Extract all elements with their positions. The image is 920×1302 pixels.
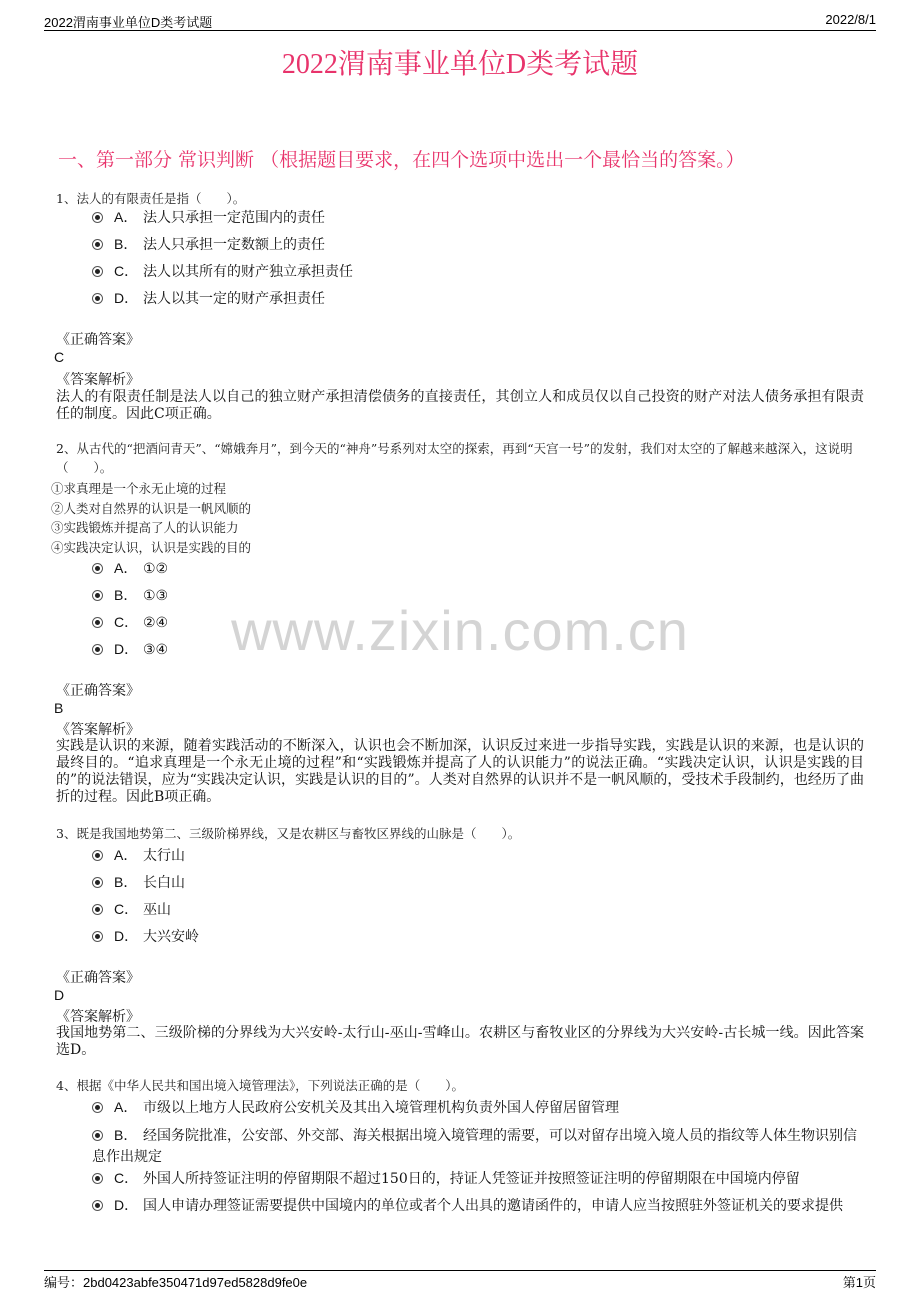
option-letter: B．: [114, 874, 138, 890]
correct-answer-value: C: [54, 349, 65, 365]
document-title: 2022渭南事业单位D类考试题: [281, 49, 639, 80]
answer-option[interactable]: [92, 899, 864, 921]
correct-answer-value: D: [54, 987, 65, 1003]
radio-button-icon[interactable]: [92, 1173, 103, 1184]
option-text: 长白山: [143, 875, 185, 891]
footer-page-number: 第1页: [842, 1275, 876, 1290]
option-letter: B．: [114, 236, 138, 252]
answer-option[interactable]: [92, 1125, 864, 1168]
option-letter: A．: [114, 1099, 138, 1115]
radio-button-icon[interactable]: [92, 1130, 103, 1141]
radio-button-icon[interactable]: [92, 563, 103, 574]
option-letter: D．: [114, 928, 139, 944]
option-text: ②④: [143, 615, 169, 631]
correct-answer-value: B: [54, 700, 64, 716]
question-stem: 3、既是我国地势第二、三级阶梯界线，又是农耕区与畜牧区界线的山脉是（ ）。: [56, 826, 521, 841]
radio-button-icon[interactable]: [92, 1102, 103, 1113]
option-letter: C．: [114, 614, 139, 630]
option-letter: A．: [114, 209, 138, 225]
answer-option[interactable]: [92, 261, 864, 283]
watermark: www.zixin.com.cn: [231, 599, 689, 662]
analysis-label: 《答案解析》: [56, 722, 140, 738]
analysis-text: 实践是认识的来源，随着实践活动的不断深入，认识也会不断加深，认识反过来进一步指导实践，实践是认识的来源，也是认识的最终目的。“追求真理是一个永无止境的过程”和“实践锻炼并提高了人的认识能力”的说法正确。“实践决定认识，认识是实践的目的”的说法错误，应为“实践决定认识，实践是认识的目的”。人类对自然界的认识并不是一帆风顺的，受技术手段制约，也经历了曲折的过程。因此B项正确。: [56, 738, 864, 805]
answer-option[interactable]: [92, 872, 864, 894]
option-text: 经国务院批准，公安部、外交部、海关根据出境入境管理的需要，可以对留存出境入境人员的指纹等人体生物识别信息作出规定: [92, 1128, 857, 1165]
radio-button-icon[interactable]: [92, 1200, 103, 1211]
analysis-text: 法人的有限责任制是法人以自己的独立财产承担清偿债务的直接责任，其创立人和成员仅以自己投资的财产对法人债务承担有限责任的制度。因此C项正确。: [56, 389, 864, 422]
radio-button-icon[interactable]: [92, 877, 103, 888]
answer-option[interactable]: [92, 234, 864, 256]
footer-divider: [44, 1270, 876, 1271]
question-statement: ③实践锻炼并提高了人的认识能力: [51, 520, 239, 535]
correct-answer-label: 《正确答案》: [56, 970, 140, 986]
answer-option[interactable]: [92, 639, 864, 661]
option-letter: C．: [114, 1170, 139, 1186]
page-header: [44, 12, 876, 31]
option-letter: A．: [114, 847, 138, 863]
header-doc-name: 2022渭南事业单位D类考试题: [44, 15, 213, 30]
option-letter: A．: [114, 560, 138, 576]
question-stem: 4、根据《中华人民共和国出境入境管理法》，下列说法正确的是（ ）。: [56, 1078, 464, 1093]
option-letter: B．: [114, 587, 138, 603]
option-text: 市级以上地方人民政府公安机关及其出入境管理机构负责外国人停留居留管理: [143, 1100, 619, 1116]
correct-answer-label: 《正确答案》: [56, 683, 140, 699]
option-text: ③④: [143, 642, 169, 658]
option-text: ①③: [143, 588, 169, 604]
answer-option[interactable]: [92, 612, 864, 634]
option-text: 法人只承担一定数额上的责任: [143, 237, 325, 253]
question-stem: 1、法人的有限责任是指（ ）。: [56, 191, 246, 206]
option-letter: D．: [114, 1197, 139, 1213]
question-statement: ④实践决定认识，认识是实践的目的: [51, 540, 252, 555]
question-stem: 2、从古代的“把酒问青天”、“嫦娥奔月”，到今天的“神舟”号系列对太空的探索，再到“天宫一号”的发射，我们对太空的了解越来越深入，这说明（ ）。: [56, 441, 853, 475]
header-date: 2022/8/1: [825, 12, 876, 27]
radio-button-icon[interactable]: [92, 239, 103, 250]
option-letter: D．: [114, 641, 139, 657]
option-letter: C．: [114, 901, 139, 917]
radio-button-icon[interactable]: [92, 266, 103, 277]
option-text: 法人只承担一定范围内的责任: [143, 210, 325, 226]
answer-option[interactable]: [92, 558, 864, 580]
question-statement: ②人类对自然界的认识是一帆风顺的: [51, 501, 252, 516]
option-text: 大兴安岭: [143, 929, 199, 945]
option-letter: D．: [114, 290, 139, 306]
radio-button-icon[interactable]: [92, 212, 103, 223]
header-divider: [44, 30, 876, 31]
radio-button-icon[interactable]: [92, 590, 103, 601]
section-heading: 一、第一部分 常识判断 （根据题目要求，在四个选项中选出一个最恰当的答案。）: [58, 149, 745, 171]
option-text: 法人以其所有的财产独立承担责任: [143, 264, 353, 280]
option-text: 太行山: [143, 848, 185, 864]
analysis-text: 我国地势第二、三级阶梯的分界线为大兴安岭-太行山-巫山-雪峰山。农耕区与畜牧业区的分界线为大兴安岭-古长城一线。因此答案选D。: [56, 1025, 864, 1058]
option-text: 国人申请办理签证需要提供中国境内的单位或者个人出具的邀请函件的，申请人应当按照驻外签证机关的要求提供: [143, 1198, 843, 1214]
radio-button-icon[interactable]: [92, 617, 103, 628]
option-text: ①②: [143, 561, 169, 577]
option-text: 巫山: [143, 902, 171, 918]
answer-option[interactable]: [92, 1097, 864, 1119]
page-footer: [44, 1272, 876, 1291]
answer-option[interactable]: [92, 1195, 864, 1217]
question-statement: ①求真理是一个永无止境的过程: [51, 481, 227, 496]
radio-button-icon[interactable]: [92, 644, 103, 655]
answer-option[interactable]: [92, 288, 864, 310]
radio-button-icon[interactable]: [92, 931, 103, 942]
answer-option[interactable]: [92, 845, 864, 867]
radio-button-icon[interactable]: [92, 904, 103, 915]
option-letter: C．: [114, 263, 139, 279]
option-text: 法人以其一定的财产承担责任: [143, 291, 325, 307]
footer-doc-id: 编号：2bd0423abfe350471d97ed5828d9fe0e: [44, 1275, 308, 1290]
option-text: 外国人所持签证注明的停留期限不超过150日的，持证人凭签证并按照签证注明的停留期限在中国境内停留: [143, 1171, 800, 1187]
analysis-label: 《答案解析》: [56, 1009, 140, 1025]
answer-option[interactable]: [92, 1168, 864, 1190]
radio-button-icon[interactable]: [92, 850, 103, 861]
option-letter: B．: [114, 1127, 138, 1143]
answer-option[interactable]: [92, 926, 864, 948]
radio-button-icon[interactable]: [92, 293, 103, 304]
analysis-label: 《答案解析》: [56, 372, 140, 388]
answer-option[interactable]: [92, 585, 864, 607]
correct-answer-label: 《正确答案》: [56, 332, 140, 348]
answer-option[interactable]: [92, 207, 864, 229]
